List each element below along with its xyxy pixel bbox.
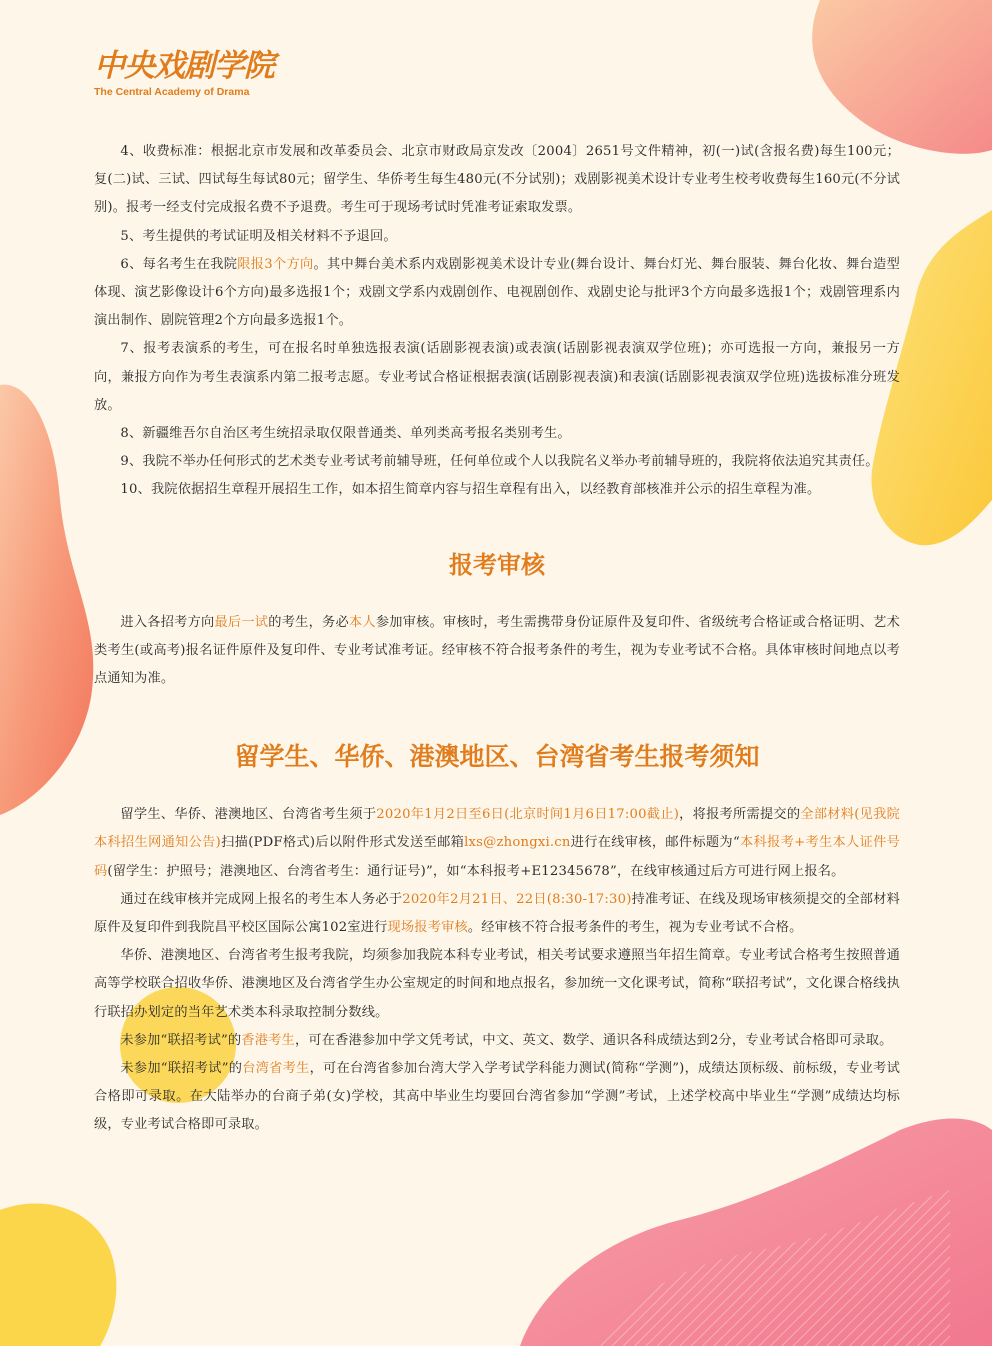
paragraph-rule-6 <box>94 251 900 336</box>
paragraph-overseas-4 <box>94 1027 900 1055</box>
logo-english-name: The Central Academy of Drama <box>94 86 250 98</box>
paragraph-rule-4 <box>94 138 900 223</box>
highlighted-text: 全部材料(见我院本科招生网通知公告) <box>94 807 900 851</box>
paragraph-text: 9、我院不举办任何形式的艺术类专业考试考前辅导班，任何单位或个人以我院名义举办考前辅导班的，我院将依法追究其责任。 <box>120 454 879 470</box>
paragraph-text: 未参加“联招考试”的 <box>120 1032 242 1048</box>
paragraph-text: 4、收费标准：根据北京市发展和改革委员会、北京市财政局京发改〔2004〕2651号文件精神，初(一)试(含报名费)每生100元；复(二)试、三试、四试每生每试80元；留学生、华侨考生每生480元(不分试别)；戏剧影视美术设计专业考生校考收费每生160元(不分试别)。报考一经支付完成报名费不予退费。考生可于现场考试时凭准考证索取发票。 <box>94 144 900 216</box>
section-title-review: 报考审核 <box>449 550 545 579</box>
document-content <box>94 138 900 1140</box>
highlighted-text: 现场报考审核 <box>387 920 468 936</box>
paragraph-text: 7、报考表演系的考生，可在报名时单独选报表演(话剧影视表演)或表演(话剧影视表演双学位班)；亦可选报一方向，兼报另一方向，兼报方向作为考生表演系内第二报考志愿。专业考试合格证根据表演(话剧影视表演)和表演(话剧影视表演双学位班)选拔标准分班发放。 <box>94 341 900 413</box>
highlighted-text: 台湾省考生 <box>242 1061 310 1077</box>
paragraph-text: 。经审核不符合报考条件的考生，视为专业考试不合格。 <box>467 920 803 936</box>
paragraph-text: (留学生：护照号；港澳地区、台湾省考生：通行证号)”，如“本科报考+E12345678”，在线审核通过后方可进行网上报名。 <box>107 863 845 879</box>
paragraph-text: 8、新疆维吾尔自治区考生统招录取仅限普通类、单列类高考报名类别考生。 <box>120 426 571 442</box>
review-paragraphs <box>94 609 900 694</box>
blob-top-right <box>812 0 992 154</box>
highlighted-text: 最后一试 <box>214 614 269 630</box>
paragraph-rule-9 <box>94 448 900 476</box>
paragraph-text: 6、每名考生在我院 <box>120 256 238 272</box>
paragraph-text: 。其中舞台美术系内戏剧影视美术设计专业(舞台设计、舞台灯光、舞台服装、舞台化妆、舞台造型体现、演艺影像设计6个方向)最多选报1个；戏剧文学系内戏剧创作、电视剧创作、戏剧史论与批评3个方向最多选报1个；戏剧管理系内演出制作、剧院管理2个方向最多选报1个。 <box>94 256 900 329</box>
blob-bottom-left <box>0 1203 116 1346</box>
paragraph-text: 进入各招考方向 <box>120 614 215 630</box>
blob-left-coral <box>0 385 93 815</box>
highlighted-text: 本科报考+考生本人证件号码 <box>94 835 901 879</box>
paragraph-overseas-2 <box>94 886 900 942</box>
highlighted-text: 本人 <box>348 614 376 630</box>
paragraph-text: ，可在台湾省参加台湾大学入学考试学科能力测试(简称“学测”)，成绩达顶标级、前标级，专业考试合格即可录取。在大陆举办的台商子弟(女)学校，其高中毕业生均要回台湾省参加“学测”考试，上述学校高中毕业生“学测”成绩达均标级，专业考试合格即可录取。 <box>94 1061 901 1133</box>
paragraph-text: ，将报考所需提交的 <box>679 807 801 823</box>
highlighted-text: lxs@zhongxi.cn <box>464 835 571 851</box>
paragraph-rule-8 <box>94 420 900 448</box>
paragraph-text: 未参加“联招考试”的 <box>120 1061 243 1077</box>
paragraph-text: 10、我院依据招生章程开展招生工作，如本招生简章内容与招生章程有出入，以经教育部核准并公示的招生章程为准。 <box>120 482 821 498</box>
paragraph-text: 持准考证、在线及现场审核须提交的全部材料原件及复印件到我院昌平校区国际公寓102室进行 <box>94 891 901 936</box>
paragraph-rule-7 <box>94 335 900 420</box>
highlighted-text: 香港考生 <box>241 1032 295 1048</box>
paragraph-overseas-3 <box>94 942 900 1027</box>
paragraph-text: 留学生、华侨、港澳地区、台湾省考生须于 <box>120 807 377 823</box>
paragraph-text: 华侨、港澳地区、台湾省考生报考我院，均须参加我院本科专业考试，相关考试要求遵照当年招生简章。专业考试合格考生按照普通高等学校联合招收华侨、港澳地区及台湾省学生办公室规定的时间和地点报名，参加统一文化课考试，简称“联招考试”，文化课合格线执行联招办划定的当年艺术类本科录取控制分数线。 <box>94 948 900 1020</box>
logo-chinese-name: 中央戏剧学院 <box>94 48 274 84</box>
paragraph-text: 扫描(PDF格式)后以附件形式发送至邮箱 <box>221 835 465 851</box>
academy-logo <box>94 48 274 98</box>
overseas-paragraphs <box>94 801 900 1139</box>
paragraph-overseas-1 <box>94 801 900 886</box>
paragraph-text: 进行在线审核，邮件标题为“ <box>570 835 740 851</box>
paragraph-text: 通过在线审核并完成网上报名的考生本人务必于 <box>120 891 403 907</box>
paragraph-rule-10 <box>94 476 900 504</box>
paragraph-overseas-5 <box>94 1055 900 1140</box>
section-title-overseas: 留学生、华侨、港澳地区、台湾省考生报考须知 <box>234 742 760 772</box>
paragraph-review-1 <box>94 609 900 694</box>
highlighted-text: 2020年2月21日、22日(8:30-17:30) <box>402 891 632 907</box>
highlighted-text: 限报3个方向 <box>237 256 314 272</box>
paragraph-rule-5 <box>94 223 900 251</box>
paragraph-text: 的考生，务必 <box>268 614 349 630</box>
rules-list <box>94 138 900 505</box>
paragraph-text: ，可在香港参加中学文凭考试，中文、英文、数学、通识各科成绩达到2分，专业考试合格即可录取。 <box>294 1032 893 1048</box>
highlighted-text: 2020年1月2日至6日(北京时间1月6日17:00截止) <box>376 807 680 823</box>
paragraph-text: 5、考生提供的考试证明及相关材料不予退回。 <box>120 228 397 244</box>
paragraph-text: 参加审核。审核时，考生需携带身份证原件及复印件、省级统考合格证或合格证明、艺术类考生(或高考)报名证件原件及复印件、专业考试准考证。经审核不符合报考条件的考生，视为专业考试不合格。具体审核时间地点以考点通知为准。 <box>94 614 900 687</box>
